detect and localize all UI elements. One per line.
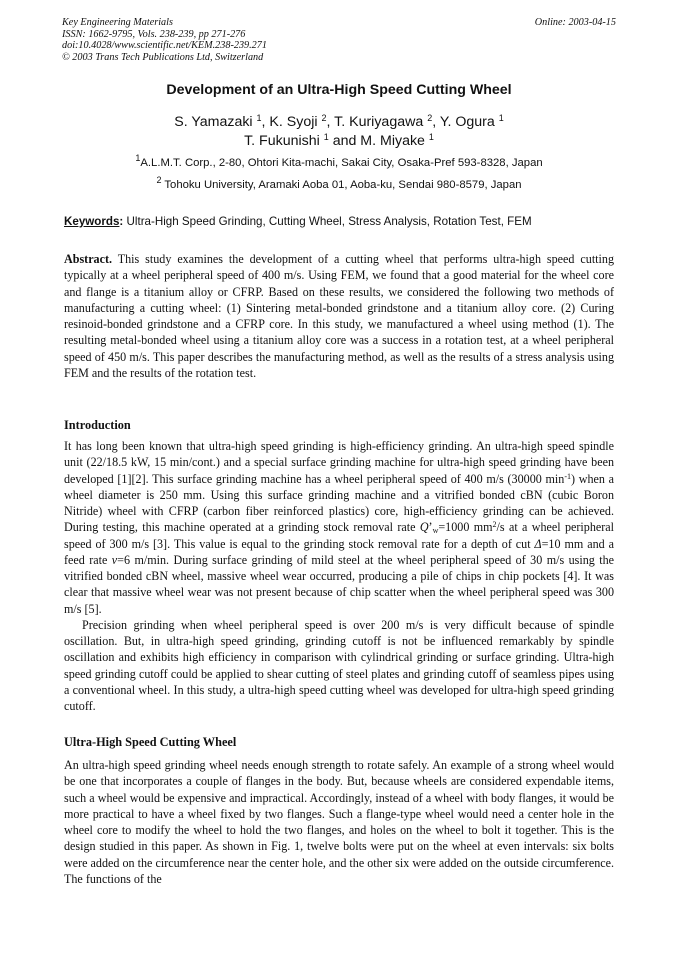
affiliation-1	[0, 153, 678, 169]
affiliation-marker: 2	[156, 175, 162, 185]
author-name: , Y. Ogura	[432, 114, 495, 130]
cutting-wheel-paragraph-1: An ultra-high speed grinding wheel needs enough strength to rotate safely. An example of a strong wheel would be one that incorporates a couple of flanges in the body. But, because wheels are considered expendable items, such a wheel would be expensive and impractical. Accordingly, instead of a wheel with body flanges, it would be more practical to have a wheel fixed by two flanges. Such a flange-type wheel would need a center hole in the wheel core to modify the wheel to hold the two flanges, and holes on the wheel to bolt it together. This is the design studied in this paper. As shown in Fig. 1, twelve bolts were put on the wheel at even intervals: six bolts were added on the circumference near the center hole, and the other six were added on the outside circumference. The functions of the	[64, 758, 614, 886]
text-run: /s at a wheel peripheral speed of 300 m/s [3]. This value is equal to the grinding stock removal rate for a depth of cut	[64, 520, 614, 551]
paper-title: Development of an Ultra-High Speed Cutting Wheel	[166, 82, 512, 98]
symbol: Q	[419, 520, 429, 535]
journal-doi: doi:10.4028/www.scientific.net/KEM.238-239.271	[62, 40, 267, 52]
affiliation-marker: 1	[256, 113, 262, 123]
section-heading-cutting-wheel: Ultra-High Speed Cutting Wheel	[64, 735, 237, 749]
symbol: v	[111, 552, 118, 567]
journal-issn: ISSN: 1662-9795, Vols. 238-239, pp 271-276	[62, 28, 246, 40]
author-name: T. Fukunishi	[244, 133, 320, 149]
abstract-text: This study examines the development of a cutting wheel that performs ultra-high speed cutting typically at a wheel peripheral speed of 400 m/s. Using FEM, we found that a good material for the wheel core and flange is a titanium alloy or CFRP. Based on these results, we considered the following two methods of manufacturing a cutting wheel: (1) Sintering metal-bonded grindstone and a titanium alloy core. (2) Curing resinoid-bonded grindstone and a CFRP core. In this study, we manufactured a wheel using method (1). The resulting metal-bonded wheel using a titanium alloy core was a success in a rotation test, at a wheel peripheral speed of 450 m/s. This paper describes the manufacturing method, as well as the results of a stress analysis using FEM and the results of the rotation test.	[64, 252, 614, 380]
cutting-wheel-body	[64, 757, 614, 887]
introduction-paragraph-1: It has long been known that ultra-high speed grinding is high-efficiency grinding. An ultra-high speed spindle unit (22/18.5 kW, 15 min/cont.) and a special surface grinding machine for ultra-high speed grinding have been developed [1][2]. This surface grinding machine has a wheel peripheral speed of 400 m/s (30000 $\min^{-1}$) when a wheel diameter is 250 mm. Using this surface grinding machine and a vitrified bonded cBN (cubic Boron Nitride) wheel with CFRP (carbon fiber reinforced plastics) core, high-efficiency grinding can be achieved. During testing, this machine operated at a grinding stock removal rate $Q’_w=1000$ $mm^2/s$ at a wheel peripheral speed of 300 m/s [3]. This value is equal to the grinding stock removal rate for a depth of cut Δ=10 mm and a feed rate v=6 m/min. During surface grinding of mild steel at the wheel peripheral speed of 30 m/s using the vitrified bonded cBN wheel, massive wheel wear occurred, producing a pile of chips in chip pockets [4]. It was clear that massive wheel wear was not present because of chip scatter when the wheel peripheral speed was 300 m/s [5].	[64, 439, 614, 616]
superscript: -1	[564, 471, 571, 481]
affiliation-text: Tohoku University, Aramaki Aoba 01, Aoba-ku, Sendai 980-8579, Japan	[164, 179, 522, 191]
affiliation-marker: 1	[323, 132, 329, 142]
subscript: w	[432, 526, 439, 536]
author-name: , T. Kuriyagawa	[326, 114, 424, 130]
text-run: =6 m/min. During surface grinding of mild steel at the wheel peripheral speed of 30 m/s using the vitrified bonded cBN wheel, massive wheel wear occurred, producing a pile of chips in chip pockets [4]. It was clear that massive wheel wear was not present because of chip scatter when the wheel peripheral speed was 300 m/s [5].	[64, 552, 614, 616]
author-name: and M. Miyake	[328, 133, 425, 149]
section-heading-introduction: Introduction	[64, 418, 131, 432]
author-name: S. Yamazaki	[174, 114, 253, 130]
keywords-colon: :	[119, 215, 124, 228]
text-run: It has long been known that ultra-high speed grinding is high-efficiency grinding. An ultra-high speed spindle unit (22/18.5 kW, 15 min/cont.) and a special surface grinding machine for ultra-high speed grinding have been developed [1][2]. This surface grinding machine has a wheel peripheral speed of 400 m/s (30000 min	[64, 439, 614, 486]
journal-copyright: © 2003 Trans Tech Publications Ltd, Switzerland	[62, 51, 264, 63]
affiliation-2	[0, 175, 678, 191]
abstract-label: Abstract.	[64, 252, 113, 266]
keywords-label: Keywords	[64, 215, 120, 228]
online-date: Online: 2003-04-15	[534, 17, 616, 28]
abstract	[64, 251, 614, 381]
superscript: 2	[492, 520, 497, 530]
introduction-body	[64, 438, 614, 714]
affiliation-marker: 1	[498, 113, 504, 123]
keywords	[64, 215, 614, 228]
affiliation-marker: 1	[428, 132, 434, 142]
affiliation-marker: 1	[135, 153, 141, 163]
author-line-2	[0, 132, 678, 151]
text-run: ) when a wheel diameter is 250 mm. Using this surface grinding machine and a vitrified bonded cBN (cubic Boron Nitride) wheel with CFRP (carbon fiber reinforced plastics) core, high-efficiency grinding can be achieved. During testing, this machine operated at a grinding stock removal rate	[64, 471, 614, 535]
affiliation-marker: 2	[427, 113, 433, 123]
symbol: Δ	[534, 536, 542, 551]
text-run: =10 mm and a feed rate	[64, 536, 614, 567]
affiliation-marker: 2	[321, 113, 327, 123]
journal-header	[62, 17, 616, 63]
abstract-paragraph	[64, 251, 614, 381]
author-list	[0, 113, 678, 151]
keywords-text: Ultra-High Speed Grinding, Cutting Wheel, Stress Analysis, Rotation Test, FEM	[123, 215, 532, 228]
affiliation-text: A.L.M.T. Corp., 2-80, Ohtori Kita-machi, Sakai City, Osaka-Pref 593-8328, Japan	[140, 157, 543, 169]
introduction-paragraph-2: Precision grinding when wheel peripheral speed is over 200 m/s is very difficult because of spindle oscillation. But, in ultra-high speed grinding, grinding cutoff is not be influenced remarkably by spindle oscillation and exhibits high efficiency in comparison with cylindrical grinding or surface grinding. Ultra-high speed grinding cutoff could be applied to shear cutting of steel plates and grinding cutoff of seamless pipes using a conventional wheel. In this study, a ultra-high speed cutting wheel was developed for ultra-high speed grinding cutoff.	[64, 617, 614, 713]
text-run: =1000 mm	[438, 520, 493, 535]
journal-name: Key Engineering Materials	[62, 17, 173, 28]
author-name: , K. Syoji	[261, 114, 318, 130]
author-line-1	[0, 113, 678, 132]
